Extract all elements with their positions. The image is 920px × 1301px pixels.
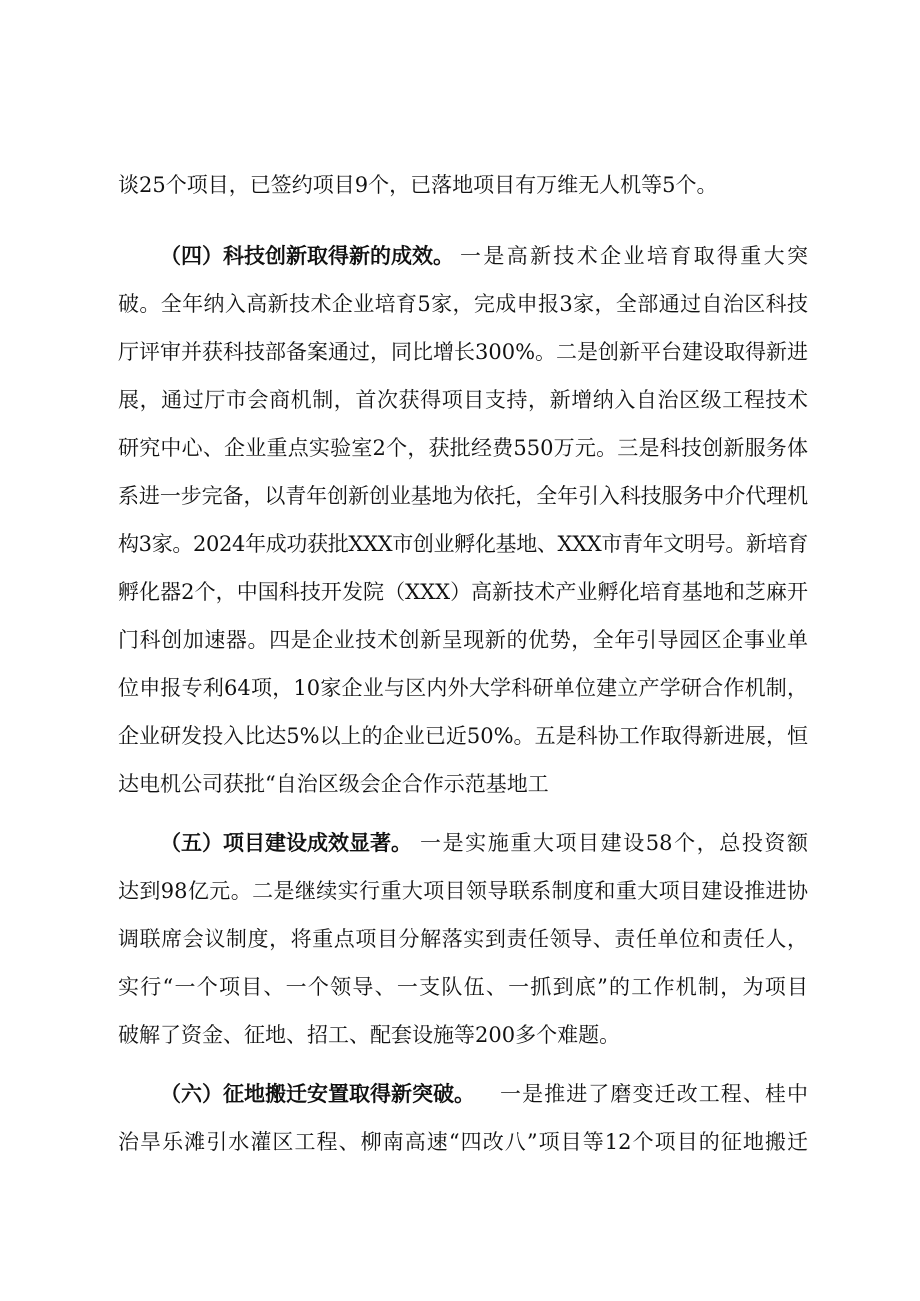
text-line: （六）征地搬迁安置取得新突破。 一是推进了磨变迁改工程、桂中: [0, 1072, 920, 1116]
text-line: （四）科技创新取得新的成效。 一是高新技术企业培育取得重大突: [0, 234, 920, 278]
section-heading: （四）科技创新取得新的成效。: [160, 243, 454, 268]
text-line: 研究中心、企业重点实验室2个，获批经费550万元。三是科技创新服务体: [118, 436, 808, 460]
text-line: 系进一步完备，以青年创新创业基地为依托，全年引入科技服务中介代理机: [118, 484, 808, 508]
text-line: 实行“一个项目、一个领导、一支队伍、一抓到底”的工作机制，为项目: [118, 975, 808, 999]
text-line: 构3家。2024年成功获批XXX市创业孵化基地、XXX市青年文明号。新培育: [118, 532, 808, 556]
section-heading: （五）项目建设成效显著。: [160, 830, 412, 855]
section-heading: （六）征地搬迁安置取得新突破。: [160, 1081, 475, 1106]
text-line: 达电机公司获批“自治区级会企合作示范基地工: [118, 772, 549, 796]
text-line: 调联席会议制度，将重点项目分解落实到责任领导、责任单位和责任人，: [118, 927, 808, 951]
text-line: （五）项目建设成效显著。 一是实施重大项目建设58个，总投资额: [0, 821, 920, 865]
text-line: 达到98亿元。二是继续实行重大项目领导联系制度和重大项目建设推进协: [118, 879, 808, 903]
text-line: 企业研发投入比达5%以上的企业已近50%。五是科协工作取得新进展，恒: [118, 724, 808, 748]
text-line: 破解了资金、征地、招工、配套设施等200多个难题。: [118, 1023, 621, 1047]
text-line: 谈25个项目，已签约项目9个，已落地项目有万维无人机等5个。: [118, 173, 718, 197]
text-line: 孵化器2个，中国科技开发院（XXX）高新技术产业孵化培育基地和芝麻开: [118, 580, 808, 604]
text-line: 门科创加速器。四是企业技术创新呈现新的优势，全年引导园区企事业单: [118, 628, 808, 652]
text-line: 治旱乐滩引水灌区工程、柳南高速“四改八”项目等12个项目的征地搬迁: [118, 1130, 808, 1154]
text-line: 厅评审并获科技部备案通过，同比增长300%。二是创新平台建设取得新进: [118, 340, 809, 364]
text-line: 破。全年纳入高新技术企业培育5家，完成申报3家，全部通过自治区科技: [118, 292, 808, 316]
text-line: 位申报专利64项，10家企业与区内外大学科研单位建立产学研合作机制，: [118, 676, 808, 700]
text-line: 展，通过厅市会商机制，首次获得项目支持，新增纳入自治区级工程技术: [118, 388, 808, 412]
